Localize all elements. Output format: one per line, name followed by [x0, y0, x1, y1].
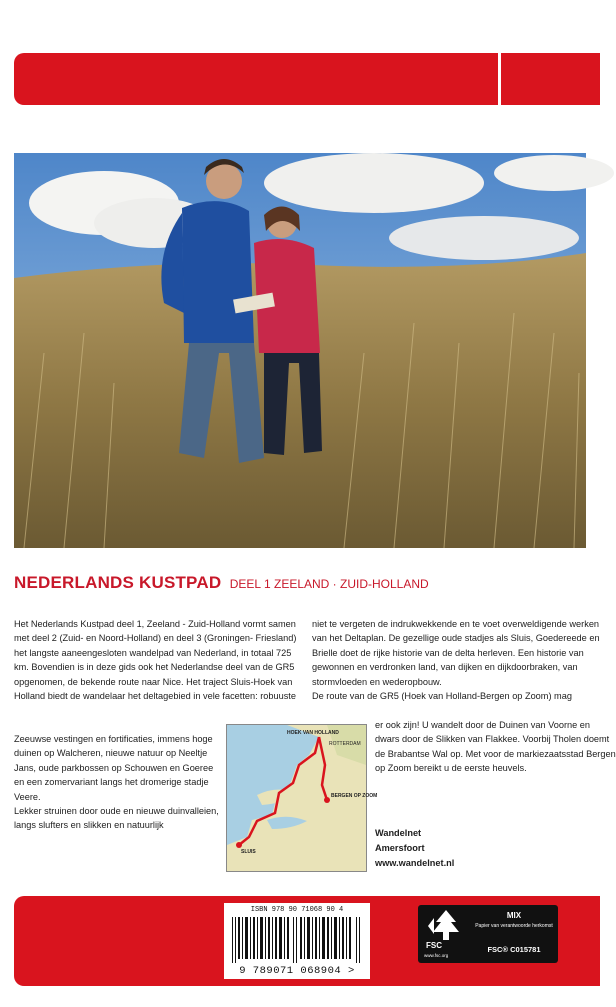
paragraph-dunes: Lekker struinen door oude en nieuwe duinvalleien, langs slufters en slikken en natuurlijk [14, 806, 219, 831]
fsc-code: FSC® C015781 [487, 945, 541, 954]
route-map [226, 724, 378, 872]
publisher-name: Wandelnet [375, 828, 422, 838]
description-left-bottom [14, 732, 222, 833]
map-label-rotterdam: ROTTERDAM [329, 741, 361, 747]
description-right-mid [375, 718, 616, 776]
fsc-mix: MIX [506, 911, 522, 920]
barcode-digits: 9 789071 068904 > [239, 965, 355, 977]
title-subtitle: DEEL 1 ZEELAND · ZUID-HOLLAND [229, 577, 429, 591]
publisher-block [375, 826, 454, 871]
route-map-graphic [227, 725, 378, 871]
paragraph-intro: Het Nederlands Kustpad deel 1, Zeeland - Zuid-Holland vormt samen met deel 2 (Zuid- en Noord-Holland) en deel 3 (Groningen- Friesland) het langste aaneengesloten wandelpad van Nederland, in totaal 725 km. Bovendien is in deze gids ook het Nederlandse deel van de GR5 opgenomen, de bekende route naar Nice. Het traject Sluis-Hoek van Holland biedt de wandelaar het deltagebied in vele facetten: robuuste [14, 619, 297, 702]
paragraph-route: er ook zijn! U wandelt door de Duinen van Voorne en dwars door de Slikken van Flakkee. Voorbij Tholen doemt de Brabantse Wal op. Met voor de markiezaatsstad Bergen op Zoom bereikt u de eerste heuvels. [375, 720, 616, 774]
fsc-label [418, 905, 558, 963]
barcode-bars [230, 917, 364, 963]
book-title [14, 573, 586, 593]
map-label-bergen: BERGEN OP ZOOM [331, 793, 378, 799]
top-band-divider [498, 53, 501, 105]
fsc-description: Papier van verantwoorde herkomst [475, 923, 553, 929]
isbn-barcode [224, 903, 370, 979]
top-red-band [14, 53, 600, 105]
map-label-sluis: SLUIS [241, 849, 256, 855]
paragraph-route-start: De route van de GR5 (Hoek van Holland-Bergen op Zoom) mag [312, 691, 572, 702]
fsc-logo-text: FSC [426, 941, 442, 950]
paragraph-deltaplan: niet te vergeten de indrukwekkende en te voet overweldigende werken van het Deltaplan. De gezellige oude stadjes als Sluis, Goedereede en Brielle doet de rijke historie van de delta herleven. Een historie van gewonnen en verdronken land, van dijken en dijkdoorbraken, van stormvloeden en wederopbouw. [312, 619, 600, 687]
cover-photo [14, 153, 586, 548]
map-label-hoek: HOEK VAN HOLLAND [287, 730, 339, 736]
isbn-label: ISBN 978 90 71068 90 4 [250, 906, 344, 914]
publisher-city: Amersfoort [375, 843, 425, 853]
title-main: NEDERLANDS KUSTPAD [14, 573, 222, 592]
description-right-top [312, 617, 616, 703]
hikers-in-dunes-photo [14, 153, 586, 548]
paragraph-highlights: Zeeuwse vestingen en fortificaties, immens hoge duinen op Walcheren, nieuwe natuur op Neeltje Jans, oude parkbossen op Schouwen en Goeree en een zomervariant langs het dromerige stadje Veere. [14, 734, 214, 802]
description-left-top [14, 617, 306, 703]
fsc-website: www.fsc.org [424, 953, 449, 958]
publisher-website: www.wandelnet.nl [375, 858, 455, 868]
fsc-tree-icon [422, 908, 470, 942]
